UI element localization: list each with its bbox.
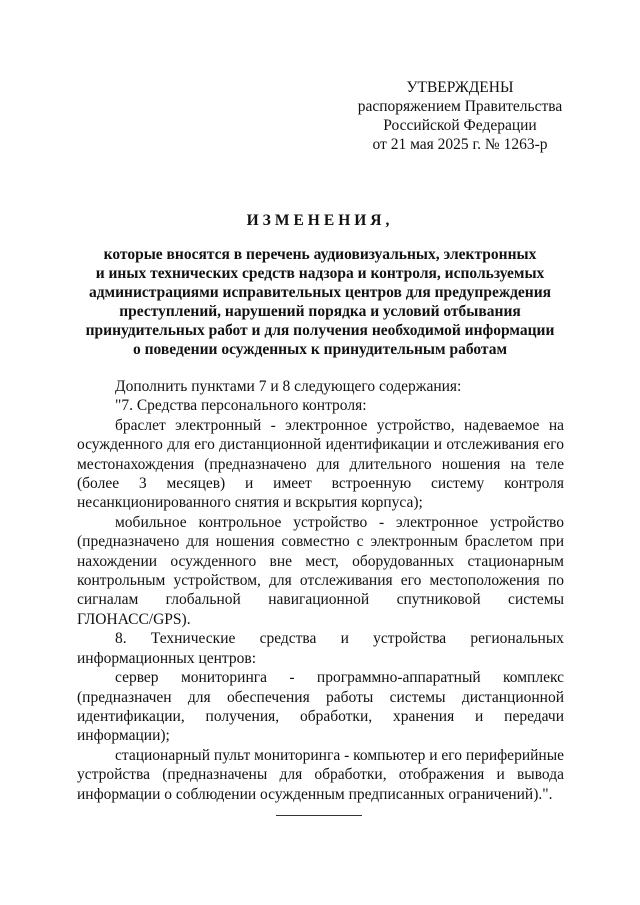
paragraph-item-8-heading: 8. Технические средства и устройства региональных информационных центров: bbox=[77, 630, 564, 667]
approval-stamp bbox=[330, 78, 590, 154]
approval-line-government: Российской Федерации bbox=[383, 117, 537, 134]
paragraph-mobile-device: мобильное контрольное устройство - электронное устройство (предназначено для ношения совместно с электронным браслетом при нахождении осужденного вне мест, оборудованных стационарным контрольным устройством, для отслеживания его местоположения по сигналам глобальной навигационной спутниковой системы ГЛОНАСС/GPS). bbox=[77, 513, 564, 628]
document-title: ИЗМЕНЕНИЯ, bbox=[246, 212, 394, 229]
paragraph-monitoring-console: стационарный пульт мониторинга - компьютер и его периферийные устройства (предназначены для обработки, отображения и вывода информации о соблюдении осужденным предписанных ограничений).". bbox=[77, 746, 564, 803]
subtitle-line: о поведении осужденных к принудительным работам bbox=[132, 341, 508, 358]
subtitle-line: и иных технических средств надзора и контроля, используемых bbox=[95, 265, 545, 282]
subtitle-line: которые вносятся в перечень аудиовизуальных, электронных bbox=[103, 246, 537, 263]
approval-line-order: распоряжением Правительства bbox=[357, 98, 563, 115]
subtitle-line: преступлений, нарушений порядка и условий отбывания bbox=[119, 303, 521, 320]
approval-line-date: от 21 мая 2025 г. № 1263-р bbox=[372, 136, 548, 153]
document-subtitle bbox=[60, 245, 580, 359]
subtitle-line: принудительных работ и для получения необходимой информации bbox=[85, 322, 555, 339]
approval-heading: УТВЕРЖДЕНЫ bbox=[406, 79, 514, 96]
end-divider bbox=[276, 815, 362, 816]
paragraph-monitoring-server: сервер мониторинга - программно-аппаратный комплекс (предназначен для обеспечения работы системы дистанционной идентификации, получения, обработки, хранения и передачи информации); bbox=[77, 669, 564, 745]
document-body bbox=[77, 377, 564, 804]
paragraph-item-7-heading: "7. Средства персонального контроля: bbox=[115, 397, 367, 415]
subtitle-line: администрациями исправительных центров для предупреждения bbox=[88, 284, 552, 301]
paragraph-intro: Дополнить пунктами 7 и 8 следующего содержания: bbox=[115, 378, 462, 395]
paragraph-electronic-bracelet: браслет электронный - электронное устройство, надеваемое на осужденного для его дистанционной идентификации и отслеживания его местонахождения (предназначено для длительного ношения на теле (более 3 месяцев) и имеет встроенную систему контроля несанкционированного снятия и вскрытия корпуса); bbox=[77, 416, 564, 512]
